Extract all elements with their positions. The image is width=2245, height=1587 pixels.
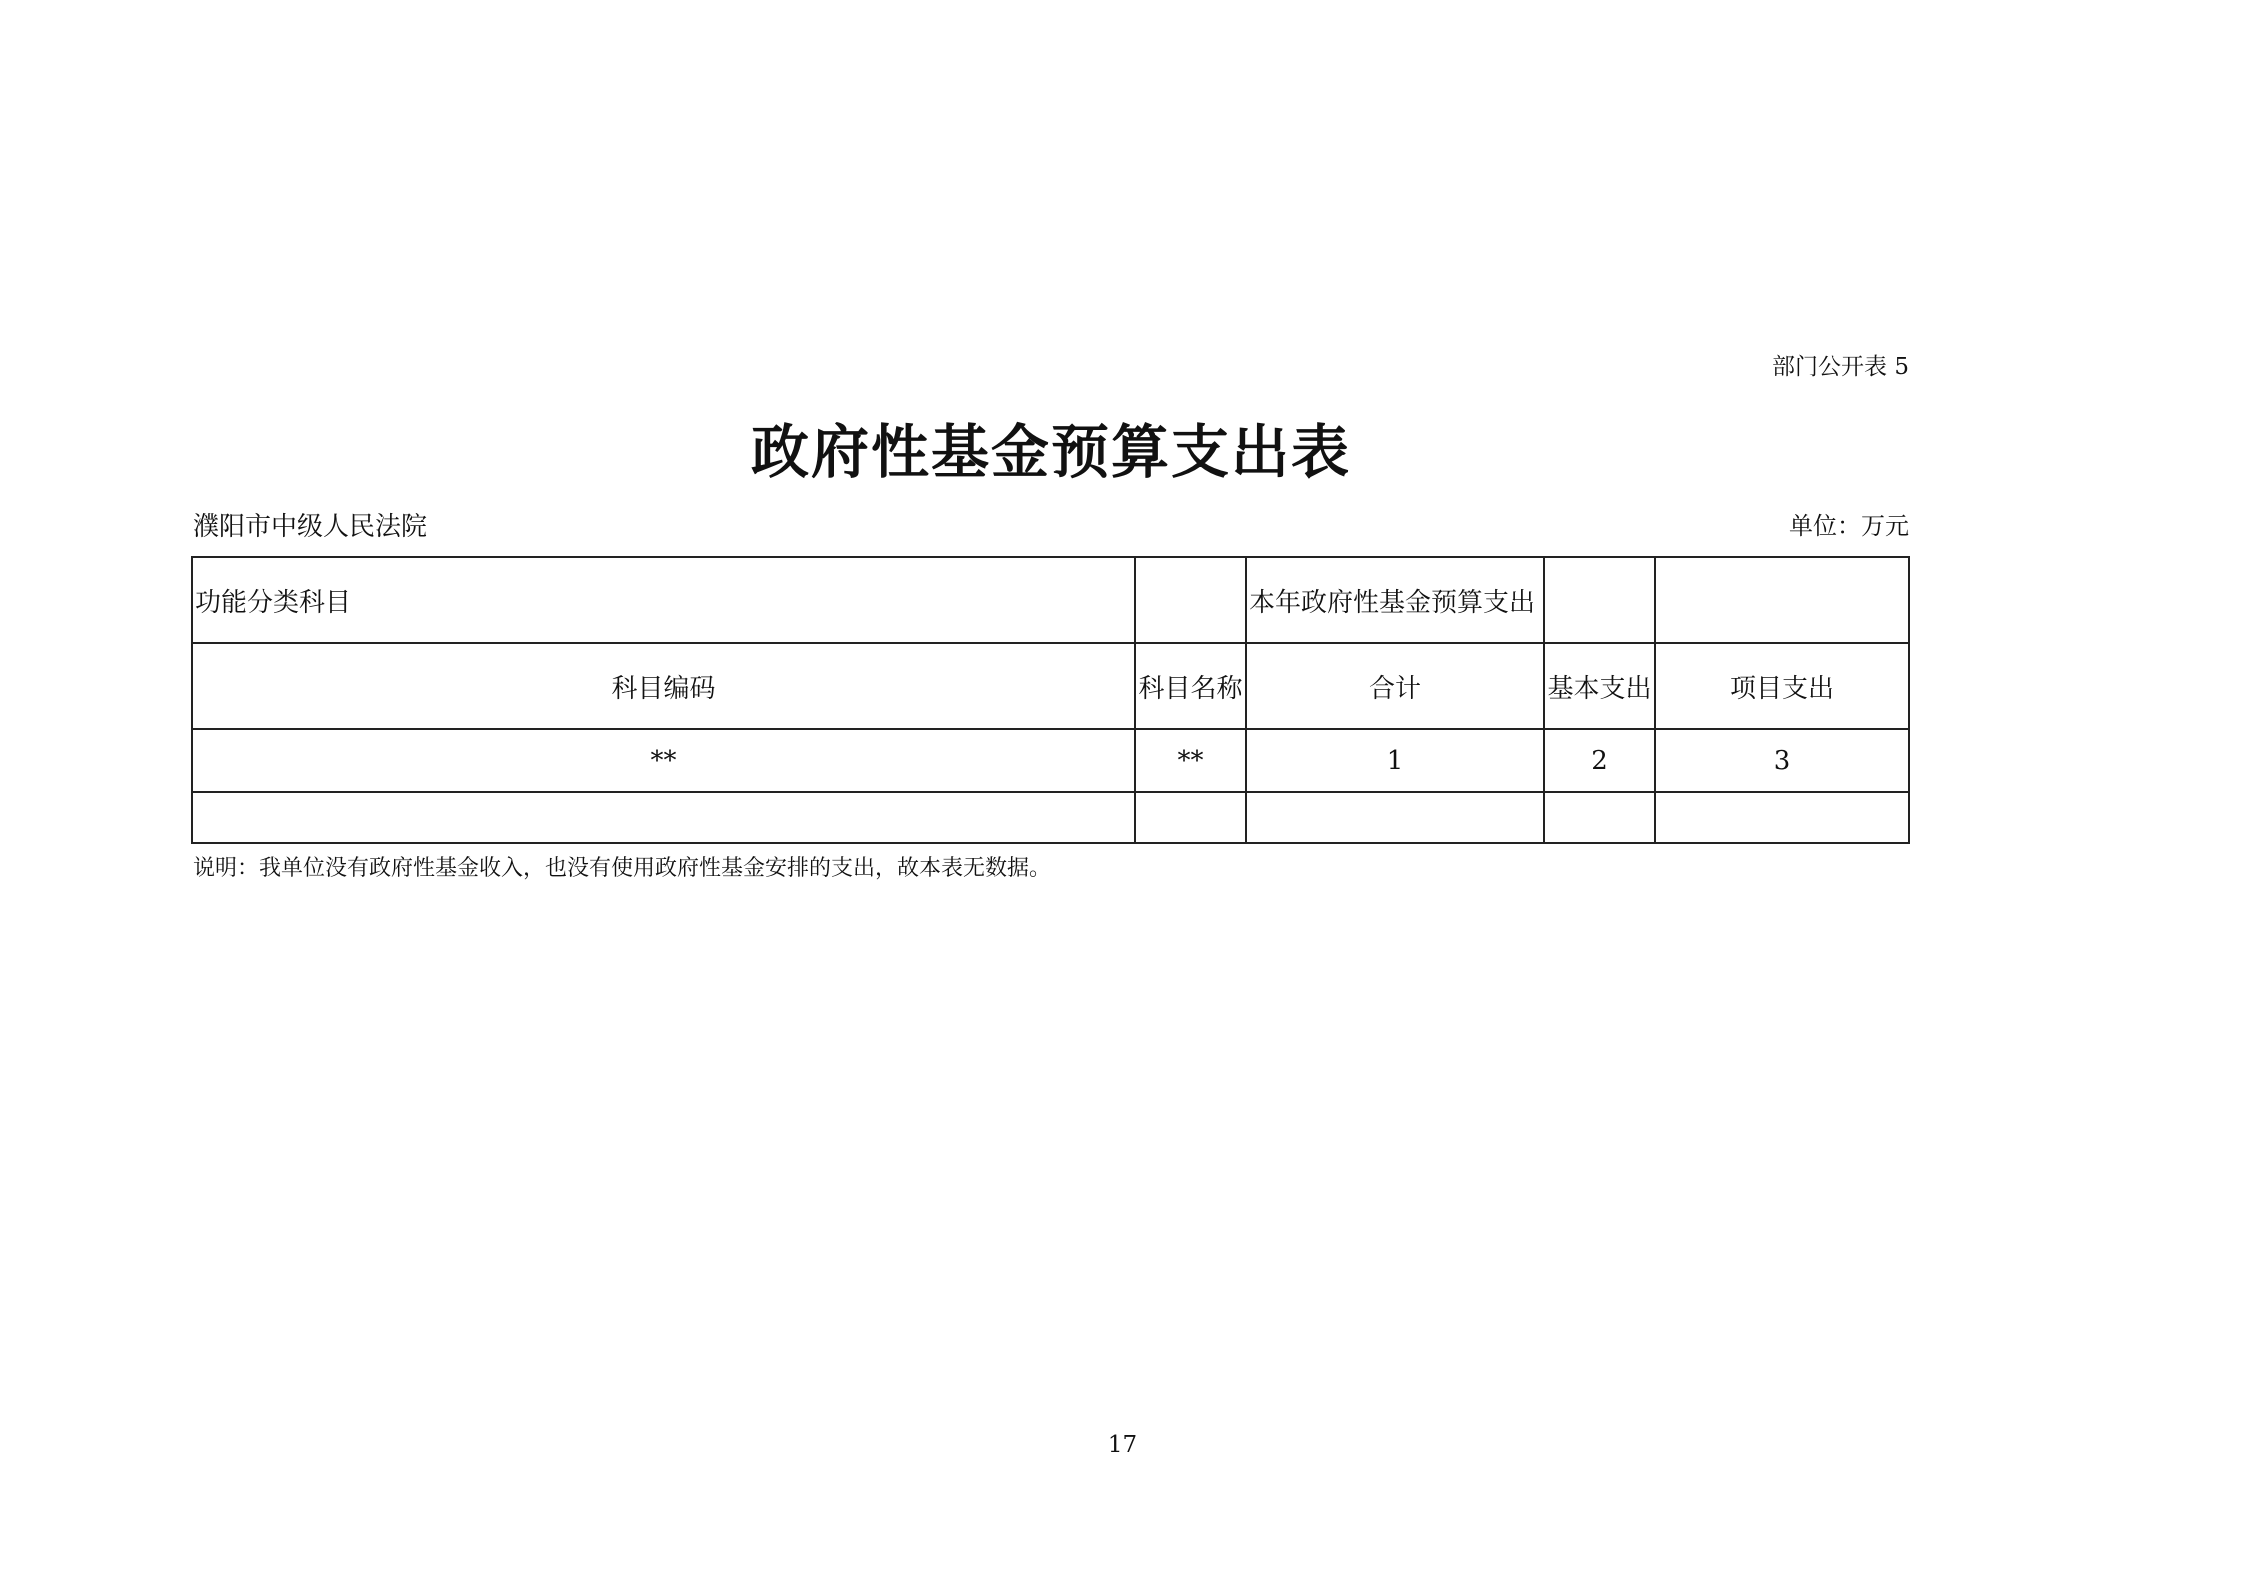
table-row [192, 792, 1909, 843]
header-budget-expenditure-group: 本年政府性基金预算支出 [1246, 557, 1544, 643]
index-project-cell: 3 [1655, 729, 1909, 792]
header-functional-category: 功能分类科目 [192, 557, 1135, 643]
unit-name-label: 濮阳市中级人民法院 [193, 512, 428, 542]
budget-expenditure-table [191, 556, 1910, 844]
header-total: 合计 [1246, 643, 1544, 729]
currency-unit-label: 单位：万元 [1789, 512, 1909, 540]
page-number: 17 [1107, 1432, 1138, 1458]
index-code-cell: ** [192, 729, 1135, 792]
header-subject-code: 科目编码 [192, 643, 1135, 729]
index-name-cell: ** [1135, 729, 1246, 792]
index-basic-cell: 2 [1544, 729, 1655, 792]
data-basic-cell [1544, 792, 1655, 843]
data-code-cell [192, 792, 1135, 843]
page-title: 政府性基金预算支出表 [750, 418, 1351, 486]
header-project-expenditure: 项目支出 [1655, 643, 1909, 729]
header-blank-project [1655, 557, 1909, 643]
data-total-cell [1246, 792, 1544, 843]
data-name-cell [1135, 792, 1246, 843]
table-index-row [192, 729, 1909, 792]
data-project-cell [1655, 792, 1909, 843]
index-total-cell: 1 [1246, 729, 1544, 792]
header-basic-expenditure: 基本支出 [1544, 643, 1655, 729]
table-header-row-2 [192, 643, 1909, 729]
explanatory-note: 说明：我单位没有政府性基金收入，也没有使用政府性基金安排的支出，故本表无数据。 [193, 856, 1052, 881]
form-code-label: 部门公开表 5 [1772, 354, 1909, 380]
table-header-row-1 [192, 557, 1909, 643]
header-subject-name: 科目名称 [1135, 643, 1246, 729]
header-blank-name [1135, 557, 1246, 643]
header-blank-basic [1544, 557, 1655, 643]
